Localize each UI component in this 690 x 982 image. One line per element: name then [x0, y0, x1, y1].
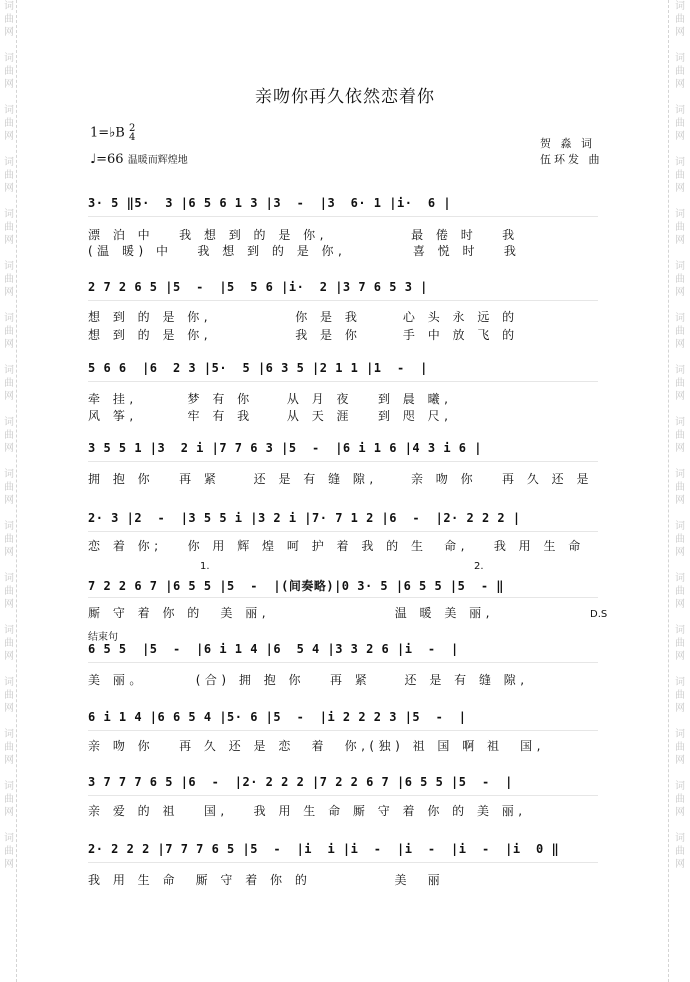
- time-signature: 2 4: [129, 123, 136, 143]
- staff-guide: [88, 795, 598, 796]
- notation-line: [88, 507, 608, 533]
- notation-line: [88, 638, 608, 664]
- lyric-line: (温 暖) 中 我 想 到 的 是 你, 喜 悦 时 我: [88, 244, 521, 258]
- left-edge-rule: [16, 0, 18, 982]
- jianpu-notes: 3 7 7 7 6 5 |6 - |2· 2 2 2 |7 2 2 6 7 |6 5 5 |5 - |: [88, 775, 513, 789]
- lyric-line: 想 到 的 是 你, 我 是 你 手 中 放 飞 的: [88, 328, 519, 342]
- jianpu-notes: 2· 2 2 2 |7 7 7 6 5 |5 - |i i |i - |i - |i - |i 0 ‖: [88, 842, 560, 856]
- jianpu-notes: 6 i 1 4 |6 6 5 4 |5· 6 |5 - |i 2 2 2 3 |5 - |: [88, 710, 467, 724]
- notation-line: [88, 573, 608, 599]
- staff-guide: [88, 531, 598, 532]
- tempo-marking: ♩=66 温暖而辉煌地: [90, 152, 188, 167]
- key-label: 1=♭B: [90, 125, 125, 141]
- lyric-line: 美 丽。 (合) 拥 抱 你 再 紧 还 是 有 缝 隙,: [88, 673, 529, 687]
- lyric-line: 厮 守 着 你 的 美 丽, 温 暖 美 丽,: [88, 606, 494, 620]
- score-mark: 结束句: [88, 632, 118, 643]
- lyric-line: 风 筝, 牢 有 我 从 天 涯 到 咫 尺,: [88, 409, 453, 423]
- staff-guide: [88, 461, 598, 462]
- staff-guide: [88, 216, 598, 217]
- notation-line: [88, 437, 608, 463]
- watermark-left: 词曲网 词曲网 词曲网 词曲网 词曲网 词曲网 词曲网 词曲网 词曲网 词曲网 词曲网 词曲网 词曲网 词曲网 词曲网 词曲网 词曲网: [4, 1, 14, 870]
- jianpu-notes: 3· 5 ‖5· 3 |6 5 6 1 3 |3 - |3 6· 1 |i· 6 |: [88, 196, 452, 210]
- score-mark: 2.: [474, 561, 484, 572]
- lyric-line: 漂 泊 中 我 想 到 的 是 你, 最 倦 时 我: [88, 228, 519, 242]
- notation-line: [88, 706, 608, 732]
- jianpu-notes: 3 5 5 1 |3 2 i |7 7 6 3 |5 - |6 i 1 6 |4 3 i 6 |: [88, 441, 482, 455]
- staff-guide: [88, 730, 598, 731]
- lyric-line: 拥 抱 你 再 紧 还 是 有 缝 隙, 亲 吻 你 再 久 还 是: [88, 472, 593, 486]
- lyric-line: 恋 着 你; 你 用 辉 煌 呵 护 着 我 的 生 命, 我 用 生 命: [88, 539, 585, 553]
- lyric-line: 亲 吻 你 再 久 还 是 恋 着 你,(独) 祖 国 啊 祖 国,: [88, 739, 545, 753]
- right-edge-rule: [668, 0, 670, 982]
- staff-guide: [88, 862, 598, 863]
- lyric-line: 亲 爱 的 祖 国, 我 用 生 命 厮 守 着 你 的 美 丽,: [88, 804, 527, 818]
- jianpu-notes: 2 7 2 6 5 |5 - |5 5 6 |i· 2 |3 7 6 5 3 |: [88, 280, 428, 294]
- composer-credit: 伍环发 曲: [540, 153, 603, 166]
- score-mark: D.S: [590, 609, 608, 620]
- jianpu-notes: 5 6 6 |6 2 3 |5· 5 |6 3 5 |2 1 1 |1 - |: [88, 361, 428, 375]
- staff-guide: [88, 597, 598, 598]
- notation-line: [88, 838, 608, 864]
- staff-guide: [88, 381, 598, 382]
- watermark-right: 词曲网 词曲网 词曲网 词曲网 词曲网 词曲网 词曲网 词曲网 词曲网 词曲网 词曲网 词曲网 词曲网 词曲网 词曲网 词曲网 词曲网: [675, 1, 685, 870]
- notation-line: [88, 357, 608, 383]
- jianpu-notes: 2· 3 |2 - |3 5 5 i |3 2 i |7· 7 1 2 |6 - |2· 2 2 2 |: [88, 511, 521, 525]
- lyric-line: 牵 挂, 梦 有 你 从 月 夜 到 晨 曦,: [88, 392, 453, 406]
- notation-line: [88, 192, 608, 218]
- jianpu-notes: 6 5 5 |5 - |6 i 1 4 |6 5 4 |3 3 2 6 |i - |: [88, 642, 459, 656]
- jianpu-notes: 7 2 2 6 7 |6 5 5 |5 - |(间奏略)|0 3· 5 |6 5 5 |5 - ‖: [88, 579, 505, 593]
- lyricist-credit: 贺 淼 词: [540, 137, 595, 150]
- score-mark: 1.: [200, 561, 210, 572]
- lyric-line: 我 用 生 命 厮 守 着 你 的 美 丽: [88, 873, 445, 887]
- notation-line: [88, 771, 608, 797]
- key-signature: [90, 124, 135, 142]
- song-title: 亲吻你再久依然恋着你: [255, 87, 435, 107]
- lyric-line: 想 到 的 是 你, 你 是 我 心 头 永 远 的: [88, 310, 519, 324]
- staff-guide: [88, 662, 598, 663]
- notation-line: [88, 276, 608, 302]
- staff-guide: [88, 300, 598, 301]
